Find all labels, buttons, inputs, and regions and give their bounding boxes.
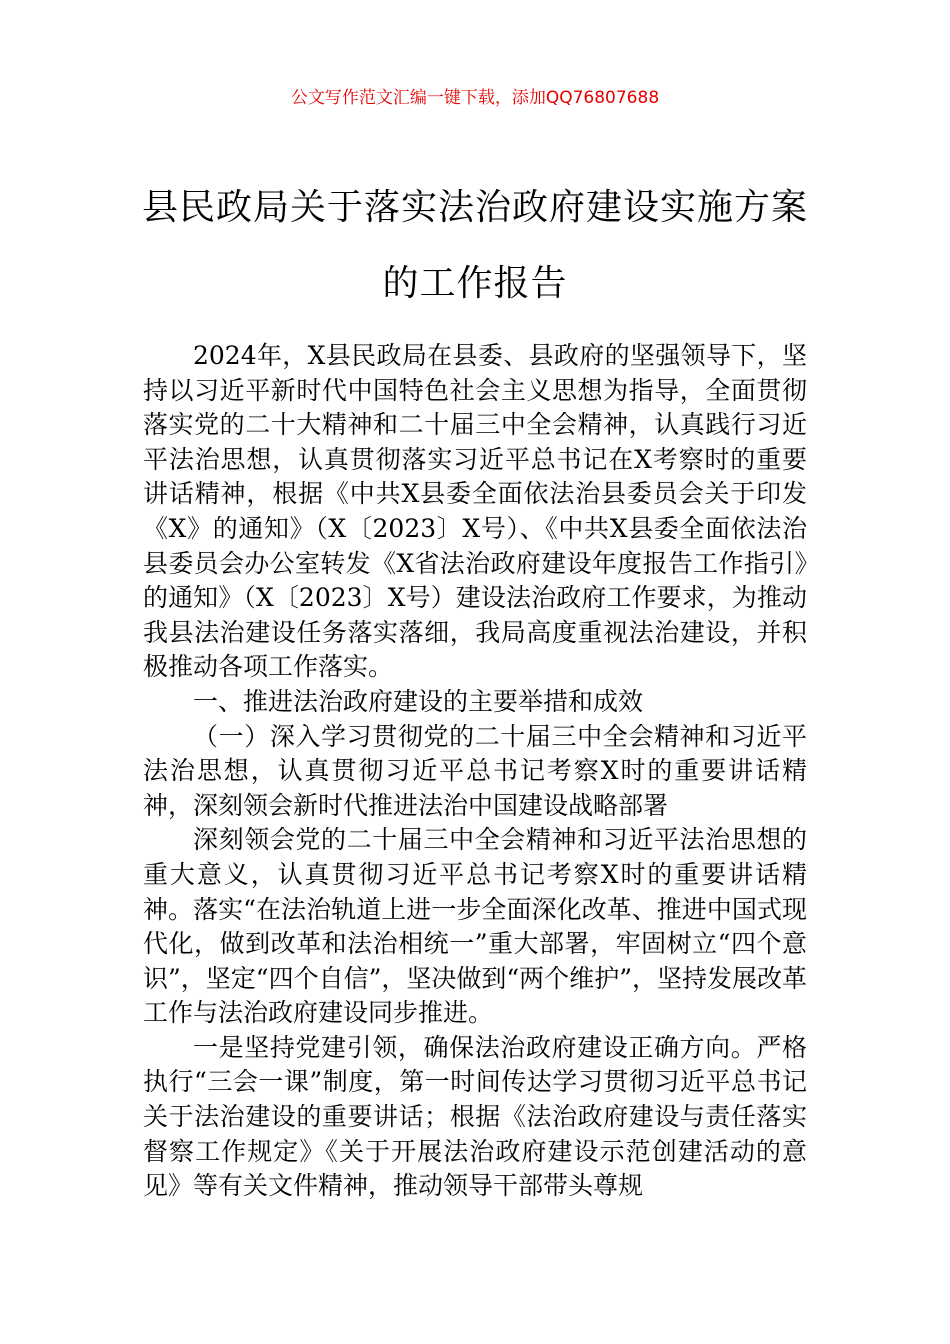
paragraph-intro: 2024年，X县民政局在县委、县政府的坚强领导下，坚持以习近平新时代中国特色社会主义思想为指导，全面贯彻落实党的二十大精神和二十届三中全会精神，认真践行习近平法治思想，认真贯彻落实习近平总书记在X考察时的重要讲话精神，根据《中共X县委全面依法治县委员会关于印发《X》的通知》（X〔2023〕X号）、《中共X县委全面依法治县委员会办公室转发《X省法治政府建设年度报告工作指引》的通知》（X〔2023〕X号）建设法治政府工作要求，为推动我县法治建设任务落实落细，我局高度重视法治建设，并积极推动各项工作落实。 bbox=[143, 341, 807, 682]
document-title bbox=[120, 170, 830, 322]
paragraph-body-1: 深刻领会党的二十届三中全会精神和习近平法治思想的重大意义，认真贯彻习近平总书记考察X时的重要讲话精神。落实“在法治轨道上进一步全面深化改革、推进中国式现代化，做到改革和法治相统一”重大部署，牢固树立“四个意识”，坚定“四个自信”，坚决做到“两个维护”，坚持发展改革工作与法治政府建设同步推进。 bbox=[143, 825, 807, 1028]
section-heading-1: 一、推进法治政府建设的主要举措和成效 bbox=[193, 686, 644, 716]
title-line-1: 县民政局关于落实法治政府建设实施方案 bbox=[141, 187, 808, 228]
title-line-2: 的工作报告 bbox=[382, 263, 568, 304]
download-banner: 公文写作范文汇编一键下载，添加QQ76807688 bbox=[290, 88, 660, 108]
document-body bbox=[143, 339, 807, 1204]
subsection-heading-1: （一）深入学习贯彻党的二十届三中全会精神和习近平法治思想，认真贯彻习近平总书记考察X时的重要讲话精神，深刻领会新时代推进法治中国建设战略部署 bbox=[143, 721, 807, 820]
paragraph-body-2: 一是坚持党建引领，确保法治政府建设正确方向。严格执行“三会一课”制度，第一时间传达学习贯彻习近平总书记关于法治建设的重要讲话；根据《法治政府建设与责任落实督察工作规定》《关于开展法治政府建设示范创建活动的意见》等有关文件精神，推动领导干部带头尊规 bbox=[143, 1032, 807, 1201]
